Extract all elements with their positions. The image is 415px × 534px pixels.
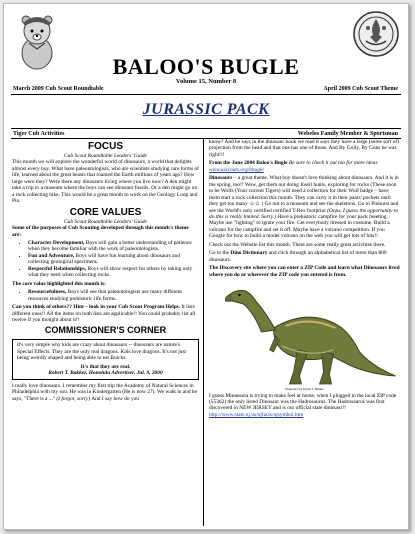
left-column	[12, 139, 199, 404]
purposes-list	[12, 240, 199, 279]
dino-dictionary-paragraph: Go to the Dino Dictionary and click through an alphabetical list of more than 800 dinosaurs.	[209, 250, 387, 263]
core-value-item: • Resourcefulness, Boys will see that paleontologists use many different resources studying prehistoric life forms.	[28, 289, 199, 302]
webelos-activities: Webelos Family Member & Sportsman	[297, 131, 398, 137]
dinosaurs-paragraph: Dinosaurs – a great theme. What boy doesn't love thinking about dinosaurs. And it is in the spring, too!! Wow, get them out doing fossil hunts, exploring for rocks (These soon to be Wolfs (Your current Tigers) will need a collection for their Wolf badge – have them start a rock collection this month. They can carry it in their pants' pockets until they get too many ☺☺ ) Go out to a museum and see the skeletons. Go to Pinhurst and see the World's only certified certified T-Rex footprint (Oops, I guess the opportunity to do this is really limited. Sorry.) Have a prehistoric campfire for your pack meeting. Maybe use "lighting" to ignite your fire. Get everybody dressed in costume. Build a volcano for the campfire and set it off. Maybe have a volcano competition. If you Google for how to build a model volcano on the web you will get lots of hits!!	[209, 175, 399, 240]
volume-number: Volume 15, Number 8	[175, 78, 237, 85]
focus-text: This month we will explore the wonderful world of dinosaurs, a world that delights almost every boy. What have paleontologists, who are scientists studying rare forms of life, learned about the great beasts that roamed the Earth millions of years ago? How large were they? Were there any dinosaurs living where you live now? A den might take a trip to a museum where the boys can see dinosaur fossils. Or a den might go on a rock collecting hike. This would be a great month to work on the Geology Loop and Pin.	[12, 159, 199, 205]
header-rule	[11, 94, 401, 95]
hadrosaurus-illustration	[209, 280, 400, 388]
minnesota-paragraph: I guess Minnesota is trying to make feel at home, when I plugged in the local ZIP code (55362) the only listed Dinosaur was the Hadrosaurus. The Hadrosaurus was first discovered in NEW JERSEY and is our official state dinosaur!! http://www.state.nj.us/njfacts/njsymbol.htm	[209, 392, 397, 418]
tiger-cub-activities: Tiger Cub Activities	[13, 131, 65, 137]
cub-scout-emblem-icon	[352, 10, 400, 58]
core-values-intro: Some of the purposes of Cub Scouting developed through this month's theme are:	[12, 225, 189, 238]
theme-date: April 2009 Cub Scout Theme	[323, 86, 398, 92]
quote-emphasis: It's that they are real.	[80, 363, 131, 370]
focus-guide: Cub Scout Roundtable Leaders' Guide	[64, 153, 147, 159]
commissioners-corner-heading: COMMISSIONER'S CORNER	[44, 325, 167, 336]
quote-attribution: Robert T. Bakker, Honolulu Advertiser, Jul. 9, 2000	[48, 370, 163, 377]
core-value-heading: The core value highlighted this month is:	[12, 280, 106, 287]
website-list-note: Check out the Website list this month. There are some really great activities there.	[209, 241, 386, 248]
roundtable-date: March 2009 Cub Scout Roundtable	[13, 86, 104, 92]
core-values-heading: CORE VALUES	[69, 206, 142, 218]
core-value-list	[12, 289, 199, 302]
bugle-reference: From the June 2004 Baloo's Bugle Be sure to check it out too for more ideas www.usscouts.org/bbugle	[209, 160, 378, 173]
nj-symbols-link[interactable]: http://www.state.nj.us/njfacts/njsymbol.htm	[209, 411, 304, 418]
focus-heading: FOCUS	[88, 141, 123, 152]
core-values-guide: Cub Scout Roundtable Leaders' Guide	[64, 218, 147, 225]
quote-text: It's very simple why kids are crazy about dinosaurs -- dinosaurs are nature's Special Effects. They are the only real dragons. Kids love dragons. It's not just being weirdly shaped and being able to eat Buicks.	[17, 342, 187, 362]
others-paragraph: Can you think of others?? Hint – look in your Cub Scout Program Helps. It lists different ones!! All the items on both lists are applicable!! You could probably list all twelve if you thought about it!!	[12, 304, 196, 323]
purpose-item: • Fun and Adventure, Boys will have fun learning about dinosaurs and collecting geological specimens.	[28, 253, 199, 266]
theme-title: JURASSIC PACK	[142, 101, 270, 118]
quote-box	[12, 339, 199, 379]
right-column	[209, 139, 400, 420]
newsletter-title: BALOO'S BUGLE	[112, 54, 300, 79]
closing-paragraph: I really love dinosaurs. I remember my first trip the Academy of Natural Sciences in Philadelphia with my son. He was in Kindergarten (He is now 27). We walk in and he says, "There is a ..." (I forgot, sorry) And I say how do you	[12, 382, 198, 402]
column-divider	[203, 138, 204, 526]
theme-rule	[11, 128, 401, 129]
illustration-credit: Illustration by Robert T. Bakker	[285, 387, 324, 392]
continued-paragraph: know? And he says in the dinosaur book we read it says they have a large (some sort of) projection from the head and that one has one of those. And By Golly, By Guns he was right!!!	[209, 139, 400, 158]
newsletter-page	[3, 3, 409, 530]
bugle-link[interactable]: www.usscouts.org/bbugle	[209, 166, 264, 173]
purpose-item: • Character Development, Boys will gain a better understanding of patience when they become familiar with the work of paleontologists.	[28, 240, 199, 253]
discovery-paragraph: The Discovery site where you can enter a ZIP Code and learn what Dinosaurs lived where you do or wherever the ZIP code you entered is from.	[209, 265, 400, 278]
purpose-item: • Respectful Relationships, Boys will show respect for others by taking only what they need when collecting rocks.	[28, 266, 199, 279]
